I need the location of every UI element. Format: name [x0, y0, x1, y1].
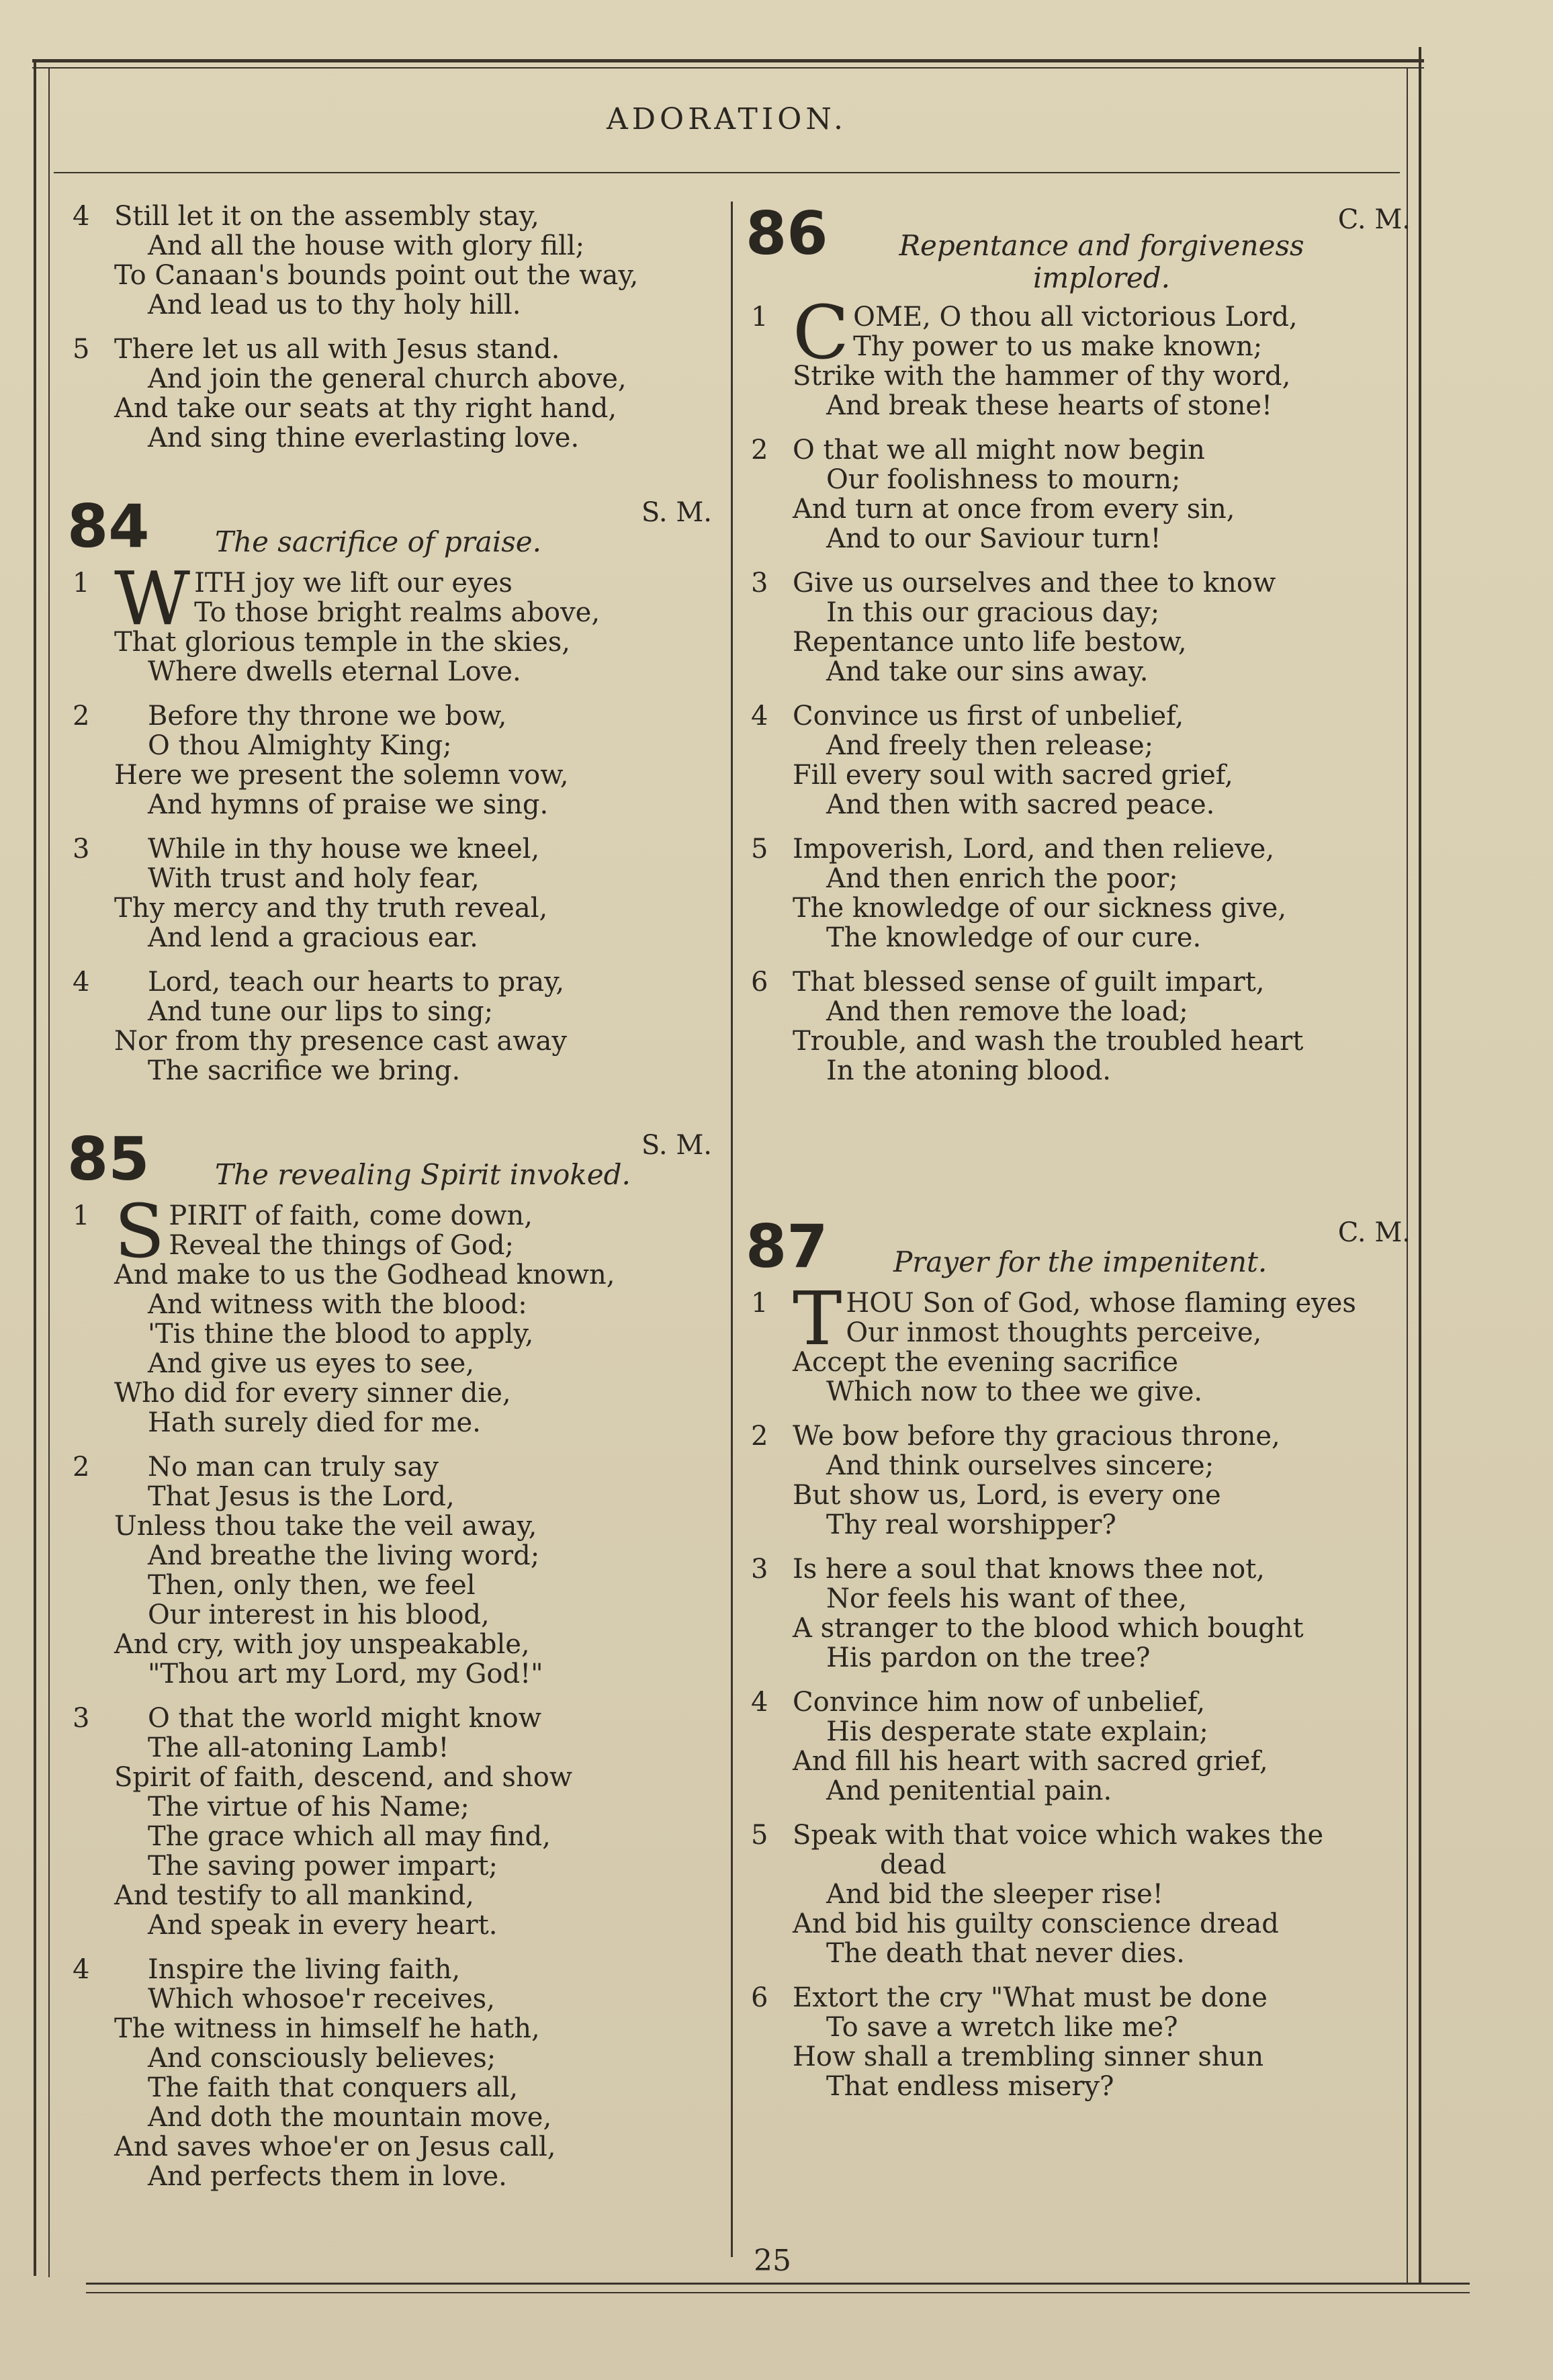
- verse-line: And give us eyes to see,: [148, 1348, 474, 1379]
- verse-line: And think ourselves sincere;: [826, 1450, 1214, 1481]
- stanza: [67, 967, 712, 1086]
- stanza: [746, 1820, 1411, 1968]
- verse-line: And doth the mountain move,: [148, 2102, 552, 2133]
- verse-line: Nor from thy presence cast away: [114, 1026, 567, 1057]
- stanza-number: 4: [73, 201, 90, 232]
- verse-line: Before thy throne we bow,: [148, 701, 507, 732]
- verse-line: In the atoning blood.: [826, 1055, 1112, 1086]
- verse-line: Convince us first of unbelief,: [793, 701, 1184, 732]
- verse-line: And then remove the load;: [826, 996, 1188, 1027]
- verse-line: And cry, with joy unspeakable,: [114, 1629, 530, 1660]
- stanza: [746, 967, 1411, 1086]
- stanza-number: 2: [751, 1421, 768, 1452]
- verse-line: And testify to all mankind,: [114, 1880, 474, 1911]
- verse-line: And break these hearts of stone!: [826, 390, 1273, 421]
- stanza: [746, 1554, 1411, 1673]
- stanza: [746, 1276, 1411, 1407]
- verse-line: Unless thou take the veil away,: [114, 1511, 537, 1542]
- verse-line: To those bright realms above,: [194, 597, 601, 628]
- stanza-number: 2: [73, 701, 90, 732]
- verse-line: ITH joy we lift our eyes: [194, 568, 513, 599]
- stanza-number: 1: [751, 302, 768, 333]
- verse-line: Thy mercy and thy truth reveal,: [114, 893, 548, 924]
- verse-line: And make to us the Godhead known,: [114, 1260, 615, 1290]
- verse-line: How shall a trembling sinner shun: [793, 2041, 1264, 2072]
- verse-line: The all-atoning Lamb!: [148, 1732, 449, 1763]
- verse-line: The knowledge of our sickness give,: [793, 893, 1287, 924]
- hymn-meter: S. M.: [641, 1130, 712, 1161]
- hymn-86: [746, 199, 1411, 1086]
- verse-line: Strike with the hammer of thy word,: [793, 361, 1291, 392]
- hymn-title: The revealing Spirit invoked.: [215, 1158, 631, 1191]
- running-head: ADORATION.: [606, 102, 848, 136]
- frame-border-bottom: [86, 2283, 1470, 2285]
- hymn-header: [746, 1212, 1411, 1288]
- verse-line: Thy real worshipper?: [826, 1509, 1116, 1540]
- verse-line: The virtue of his Name;: [148, 1792, 470, 1822]
- verse-line: O that the world might know: [148, 1703, 541, 1734]
- stanza: [746, 834, 1411, 953]
- stanza-number: 6: [751, 967, 768, 998]
- stanza-number: 5: [73, 334, 90, 365]
- verse-line: The faith that conquers all,: [148, 2072, 519, 2103]
- verse-line: And join the general church above,: [148, 363, 627, 394]
- drop-cap: S: [114, 1188, 165, 1274]
- verse-line: In this our gracious day;: [826, 597, 1160, 628]
- stanza: [746, 701, 1411, 820]
- stanza-number: 2: [751, 435, 768, 466]
- verse-line: Who did for every sinner die,: [114, 1378, 511, 1409]
- verse-line: And penitential pain.: [826, 1775, 1112, 1806]
- hymn-85: [67, 1127, 712, 2191]
- stanza: [67, 701, 712, 820]
- verse-line: That glorious temple in the skies,: [114, 627, 570, 658]
- verse-line: And bid the sleeper rise!: [826, 1879, 1163, 1910]
- verse-line: The sacrifice we bring.: [148, 1055, 461, 1086]
- verse-line: His desperate state explain;: [826, 1716, 1208, 1747]
- verse-line: While in thy house we kneel,: [148, 834, 540, 865]
- stanza: [67, 1955, 712, 2191]
- verse-line: The grace which all may find,: [148, 1821, 551, 1852]
- stanza: [746, 435, 1411, 554]
- verse-line: And take our seats at thy right hand,: [114, 393, 617, 424]
- hymn-number: 87: [746, 1212, 828, 1281]
- stanza-number: 6: [751, 1982, 768, 2013]
- verse-line: Hath surely died for me.: [148, 1407, 481, 1438]
- hymn-87: [746, 1212, 1411, 2102]
- verse-line: A stranger to the blood which bought: [793, 1613, 1304, 1644]
- stanza: [746, 1421, 1411, 1540]
- frame-border-left-inner: [48, 67, 50, 2277]
- verse-line: O that we all might now begin: [793, 435, 1205, 466]
- verse-line: The witness in himself he hath,: [114, 2013, 540, 2044]
- verse-line: Reveal the things of God;: [169, 1230, 514, 1261]
- verse-line: But show us, Lord, is every one: [793, 1480, 1221, 1511]
- verse-line: And witness with the blood:: [148, 1289, 527, 1320]
- stanza: [746, 1983, 1411, 2101]
- stanza: [67, 556, 712, 687]
- stanza-number: 1: [73, 568, 90, 599]
- stanza-number: 5: [751, 1820, 768, 1851]
- verse-line: "Thou art my Lord, my God!": [148, 1659, 543, 1689]
- hymn-84: [67, 494, 712, 1086]
- frame-border-left: [34, 59, 36, 2276]
- hymn-number: 84: [67, 492, 150, 561]
- stanza: [746, 568, 1411, 687]
- stanza-number: 5: [751, 834, 768, 865]
- verse-line: And lend a gracious ear.: [148, 922, 478, 953]
- verse-line: Which whosoe'r receives,: [148, 1984, 495, 2015]
- hymn-meter: C. M.: [1337, 1217, 1411, 1248]
- verse-line: Then, only then, we feel: [148, 1570, 476, 1601]
- hymn-number: 86: [746, 199, 828, 268]
- verse-line: That endless misery?: [826, 2071, 1114, 2102]
- hymn-meter: C. M.: [1337, 204, 1411, 235]
- hymn-title: Prayer for the impenitent.: [893, 1245, 1268, 1278]
- hymn-title-line: Repentance and forgiveness: [899, 229, 1304, 262]
- stanza-number: 4: [73, 1954, 90, 1985]
- stanza-number: 2: [73, 1452, 90, 1483]
- verse-line: Here we present the solemn vow,: [114, 760, 569, 791]
- stanza: [67, 1704, 712, 1940]
- verse-line: Convince him now of unbelief,: [793, 1687, 1206, 1718]
- verse-line: Our inmost thoughts perceive,: [846, 1317, 1262, 1348]
- verse-line: With trust and holy fear,: [148, 863, 480, 894]
- column-divider: [731, 202, 733, 2257]
- verse-line: Extort the cry "What must be done: [793, 1982, 1268, 2013]
- stanza-number: 3: [751, 568, 768, 599]
- verse-line: The knowledge of our cure.: [826, 922, 1202, 953]
- hymn-header: [746, 199, 1411, 302]
- verse-line: There let us all with Jesus stand.: [114, 334, 560, 365]
- verse-line: Repentance unto life bestow,: [793, 627, 1187, 658]
- verse-line: Is here a soul that knows thee not,: [793, 1554, 1265, 1585]
- verse-line: And breathe the living word;: [148, 1540, 540, 1571]
- stanza-number: 3: [751, 1554, 768, 1585]
- verse-line: Where dwells eternal Love.: [148, 656, 521, 687]
- verse-line: We bow before thy gracious throne,: [793, 1421, 1280, 1452]
- verse-line: And hymns of praise we sing.: [148, 789, 549, 820]
- verse-line: Which now to thee we give.: [826, 1376, 1203, 1407]
- stanza-number: 3: [73, 1703, 90, 1734]
- verse-line: Inspire the living faith,: [148, 1954, 461, 1985]
- verse-line: No man can truly say: [148, 1452, 439, 1483]
- verse-line: The saving power impart;: [148, 1851, 498, 1882]
- verse-line: Our interest in his blood,: [148, 1599, 490, 1630]
- verse-line: Nor feels his want of thee,: [826, 1583, 1188, 1614]
- verse-line: Impoverish, Lord, and then relieve,: [793, 834, 1275, 865]
- verse-line: And fill his heart with sacred grief,: [793, 1746, 1268, 1777]
- verse-line: Still let it on the assembly stay,: [114, 201, 539, 232]
- stanza-number: 1: [73, 1200, 90, 1231]
- verse-line: And sing thine everlasting love.: [148, 423, 580, 453]
- verse-line: PIRIT of faith, come down,: [169, 1200, 533, 1231]
- verse-line: His pardon on the tree?: [826, 1642, 1151, 1673]
- frame-border-top-inner: [32, 67, 1424, 69]
- verse-line: To Canaan's bounds point out the way,: [114, 260, 639, 291]
- stanza: [67, 335, 712, 453]
- verse-line: And then enrich the poor;: [826, 863, 1178, 894]
- hymn-title: The sacrifice of praise.: [215, 525, 542, 558]
- verse-line: And to our Saviour turn!: [826, 523, 1161, 554]
- verse-line: And tune our lips to sing;: [148, 996, 494, 1027]
- verse-line: And then with sacred peace.: [826, 789, 1215, 820]
- verse-line: Fill every soul with sacred grief,: [793, 760, 1233, 791]
- stanza-number: 4: [751, 701, 768, 732]
- verse-line: 'Tis thine the blood to apply,: [148, 1319, 534, 1350]
- stanza: [67, 1452, 712, 1689]
- hymn-title: [887, 230, 1317, 294]
- verse-line: HOU Son of God, whose flaming eyes: [846, 1288, 1356, 1319]
- stanza: [67, 202, 712, 320]
- drop-cap: T: [793, 1276, 842, 1362]
- verse-line: And lead us to thy holy hill.: [148, 290, 521, 320]
- hymn-meter: S. M.: [641, 497, 712, 528]
- header-rule: [54, 172, 1400, 173]
- verse-line: Speak with that voice which wakes the: [793, 1820, 1324, 1851]
- stanza-number: 4: [751, 1687, 768, 1718]
- verse-line: The death that never dies.: [826, 1938, 1185, 1969]
- stanza: [746, 1687, 1411, 1806]
- verse-line: And freely then release;: [826, 730, 1154, 761]
- verse-line: To save a wretch like me?: [826, 2012, 1178, 2043]
- drop-cap: W: [114, 556, 191, 642]
- stanza: [746, 290, 1411, 421]
- verse-line: dead: [880, 1849, 946, 1880]
- verse-line: And turn at once from every sin,: [793, 494, 1235, 525]
- verse-line: OME, O thou all victorious Lord,: [853, 302, 1298, 333]
- verse-line: And all the house with glory fill;: [148, 230, 585, 261]
- hymn-title-line: implored.: [1032, 261, 1171, 294]
- verse-line: Our foolishness to mourn;: [826, 464, 1181, 495]
- verse-line: Trouble, and wash the troubled heart: [793, 1026, 1304, 1057]
- verse-line: Accept the evening sacrifice: [793, 1347, 1179, 1378]
- stanza: [67, 834, 712, 953]
- verse-line: Give us ourselves and thee to know: [793, 568, 1276, 599]
- verse-line: Lord, teach our hearts to pray,: [148, 967, 565, 998]
- verse-line: And saves whoe'er on Jesus call,: [114, 2131, 556, 2162]
- verse-line: And perfects them in love.: [148, 2161, 507, 2192]
- verse-line: Thy power to us make known;: [853, 331, 1263, 362]
- stanza: [67, 1188, 712, 1438]
- left-column: [67, 202, 712, 2206]
- verse-line: And consciously believes;: [148, 2043, 496, 2074]
- drop-cap: C: [793, 290, 850, 376]
- frame-border-bottom-inner: [86, 2292, 1470, 2293]
- verse-line: And take our sins away.: [826, 656, 1149, 687]
- stanza-number: 1: [751, 1288, 768, 1319]
- verse-line: That blessed sense of guilt impart,: [793, 967, 1265, 998]
- hymn-number: 85: [67, 1125, 150, 1194]
- verse-line: O thou Almighty King;: [148, 730, 452, 761]
- stanza-number: 4: [73, 967, 90, 998]
- verse-line: And bid his guilty conscience dread: [793, 1908, 1279, 1939]
- verse-line: And speak in every heart.: [148, 1910, 498, 1941]
- frame-border-top: [32, 59, 1424, 62]
- stanza-number: 3: [73, 834, 90, 865]
- right-column: [746, 199, 1411, 2116]
- verse-line: Spirit of faith, descend, and show: [114, 1762, 573, 1793]
- verse-line: That Jesus is the Lord,: [148, 1481, 455, 1512]
- frame-border-right: [1419, 47, 1421, 2284]
- page-number: 25: [754, 2244, 791, 2278]
